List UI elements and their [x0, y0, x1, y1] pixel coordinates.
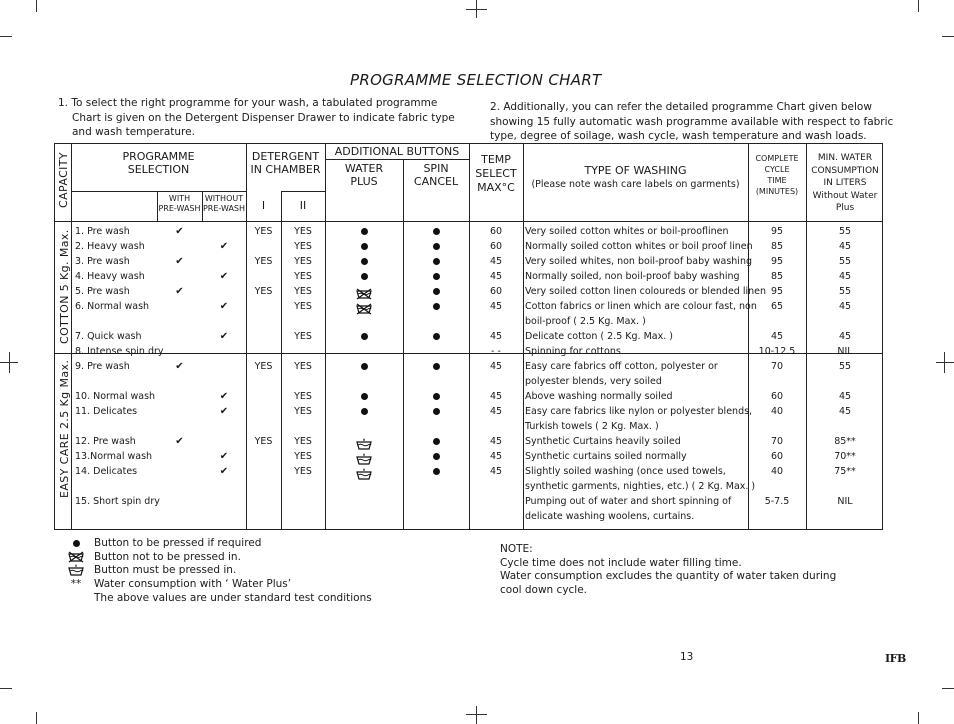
programme-name: 9. Pre wash [75, 361, 130, 372]
additional-buttons-header: ADDITIONAL BUTTONS [334, 145, 460, 158]
temp-value: 45 [489, 391, 503, 402]
detergent-2-value: YES [294, 286, 312, 297]
crop-mark [36, 0, 37, 12]
detergent-2-value: YES [294, 301, 312, 312]
legend-text: Button must be pressed in. [94, 564, 237, 577]
without-prewash-check: ✔ [219, 301, 229, 312]
without-prewash-check: ✔ [219, 451, 229, 462]
spin-cancel-header: SPIN CANCEL [413, 162, 459, 188]
detergent-2-value: YES [294, 226, 312, 237]
water-consumption: 85** [834, 436, 856, 447]
type-of-washing: Synthetic curtains soiled normally [525, 451, 687, 462]
cycle-time: 95 [770, 256, 784, 267]
crop-mark [0, 688, 12, 689]
crop-mark [476, 706, 477, 724]
type-of-washing: Slightly soiled washing (once used towels, [525, 466, 726, 477]
row-divider [325, 159, 469, 160]
legend-item [66, 551, 372, 565]
legend-text: Button not to be pressed in. [94, 550, 241, 563]
detergent-2-value: YES [294, 451, 312, 462]
programme-name: 13.Normal wash [75, 451, 153, 462]
with-prewash-header: WITH PRE-WASH [158, 194, 201, 213]
dot-icon [361, 273, 368, 280]
cycle-time: 85 [770, 241, 784, 252]
type-of-washing: boil-proof ( 2.5 Kg. Max. ) [525, 316, 646, 327]
with-prewash-check: ✔ [175, 361, 184, 372]
page-title: PROGRAMME SELECTION CHART [350, 71, 602, 89]
note-line: Water consumption excludes the quantity of water taken during cool down cycle. [500, 570, 837, 597]
dot-icon [433, 273, 440, 280]
crop-mark [9, 352, 10, 373]
col-divider [403, 159, 404, 530]
dot-icon [433, 453, 440, 460]
with-prewash-check: ✔ [175, 286, 184, 297]
water-consumption: NIL [837, 346, 853, 357]
cycle-time: 70 [770, 361, 784, 372]
water-consumption: 55 [838, 286, 852, 297]
cycle-time: 60 [770, 391, 784, 402]
crop-mark [944, 352, 945, 373]
detergent-1-value: YES [254, 256, 273, 267]
temp-value: 45 [489, 256, 503, 267]
crop-mark [466, 9, 487, 10]
note-line: Cycle time does not include water filling time. [500, 556, 742, 569]
note-block [500, 543, 860, 598]
cycle-time: 40 [770, 466, 784, 477]
detergent-2-value: YES [294, 361, 312, 372]
cycle-time: 65 [770, 301, 784, 312]
tub-star-icon [354, 465, 374, 484]
dot-icon [361, 333, 368, 340]
type-of-washing: Pumping out of water and short spinning of [525, 496, 732, 507]
detergent-chamber-1: I [261, 199, 266, 212]
temp-value: 45 [489, 436, 503, 447]
with-prewash-check: ✔ [175, 436, 184, 447]
cycle-time: 45 [770, 331, 784, 342]
without-prewash-check: ✔ [219, 391, 229, 402]
dot-icon [433, 303, 440, 310]
dot-icon [433, 438, 440, 445]
temp-value: 45 [489, 301, 503, 312]
type-of-washing: Easy care fabrics like nylon or polyester blends, [525, 406, 753, 417]
intro-paragraph-2: 2. Additionally, you can refer the detailed programme Chart given below showing 15 fully automatic wash programme available with respect to fabric type, degree of soilage, wash cycle, wash temperature and wash loads. [490, 101, 894, 142]
detergent-2-value: YES [294, 331, 312, 342]
water-consumption: 55 [838, 256, 852, 267]
programme-name: 4. Heavy wash [75, 271, 145, 282]
detergent-1-value: YES [254, 226, 273, 237]
type-of-washing: Normally soiled, non boil-proof baby washing [525, 271, 740, 282]
cycle-time: 60 [770, 451, 784, 462]
crop-mark [918, 0, 919, 12]
programme-name: 1. Pre wash [75, 226, 130, 237]
type-of-washing: Turkish towels ( 2 Kg. Max. ) [525, 421, 659, 432]
crop-mark [36, 712, 37, 724]
dot-icon [361, 243, 368, 250]
dot-icon [66, 537, 86, 552]
without-prewash-check: ✔ [219, 406, 229, 417]
capacity-header: CAPACITY [57, 151, 70, 208]
row-divider [55, 221, 883, 222]
detergent-1-value: YES [254, 286, 273, 297]
water-consumption: NIL [837, 496, 853, 507]
without-prewash-check: ✔ [219, 241, 229, 252]
without-prewash-check: ✔ [219, 271, 229, 282]
crop-mark [942, 36, 954, 37]
cycle-time: 95 [770, 226, 784, 237]
type-of-washing: synthetic garments, nighties, etc.) ( 2 Kg. Max. ) [525, 481, 756, 492]
programme-name: 15. Short spin dry [75, 496, 160, 507]
programme-header: PROGRAMME SELECTION [122, 150, 195, 176]
programme-name: 6. Normal wash [75, 301, 150, 312]
temp-value: 45 [489, 271, 503, 282]
crop-mark [942, 688, 954, 689]
detergent-2-value: YES [294, 466, 312, 477]
without-prewash-check: ✔ [219, 466, 229, 477]
type-of-washing-subheader: (Please note wash care labels on garments) [531, 179, 740, 190]
dot-icon [361, 393, 368, 400]
type-of-washing: Synthetic Curtains heavily soiled [525, 436, 681, 447]
water-consumption: 45 [838, 271, 852, 282]
cycle-time: 70 [770, 436, 784, 447]
water-consumption: 55 [838, 361, 852, 372]
crop-mark [0, 36, 12, 37]
legend-item [66, 537, 372, 551]
dot-icon [433, 408, 440, 415]
programme-name: 3. Pre wash [75, 256, 130, 267]
type-of-washing: Very soiled whites, non boil-proof baby washing [525, 256, 752, 267]
legend-text: Button to be pressed if required [94, 537, 262, 549]
cycle-time-header: COMPLETE CYCLE TIME (MINUTES) [755, 154, 799, 196]
dot-icon [361, 258, 368, 265]
programme-name: 2. Heavy wash [75, 241, 145, 252]
row-divider [71, 191, 246, 192]
intro-paragraph-1 [58, 96, 468, 140]
col-divider [523, 144, 524, 530]
temp-value: 45 [489, 331, 503, 342]
group-cotton: COTTON 5 Kg. Max. [58, 229, 71, 344]
temp-value: 45 [489, 451, 503, 462]
dot-icon [433, 363, 440, 370]
temp-value: 45 [489, 361, 503, 372]
with-prewash-check: ✔ [175, 256, 184, 267]
cycle-time: 10-12.5 [758, 346, 796, 357]
programme-name: 5. Pre wash [75, 286, 130, 297]
brand-logo: IFB [885, 652, 906, 665]
without-prewash-header: WITHOUT PRE-WASH [202, 194, 246, 213]
legend-item [66, 592, 372, 606]
temp-value: 45 [489, 466, 503, 477]
note-title: NOTE: [500, 543, 533, 555]
water-consumption: 45 [838, 301, 852, 312]
temp-header: TEMP SELECT MAX°C [475, 153, 517, 194]
col-divider [71, 144, 72, 530]
dot-icon [433, 228, 440, 235]
dot-icon [433, 243, 440, 250]
dot-icon [361, 363, 368, 370]
type-of-washing: polyester blends, very soiled [525, 376, 662, 387]
double-star-mark: ** [70, 578, 82, 591]
detergent-1-value: YES [254, 361, 273, 372]
water-consumption: 55 [838, 226, 852, 237]
programme-name: 7. Quick wash [75, 331, 142, 342]
crop-mark [936, 362, 954, 363]
legend-text: Water consumption with ‘ Water Plus’ [94, 578, 292, 591]
type-of-washing: Easy care fabrics off cotton, polyester or [525, 361, 718, 372]
detergent-2-value: YES [294, 436, 312, 447]
crop-mark [918, 712, 919, 724]
dot-icon [433, 333, 440, 340]
water-consumption: 45 [838, 406, 852, 417]
water-consumption: 70** [834, 451, 856, 462]
programme-name: 11. Delicates [75, 406, 138, 417]
detergent-2-value: YES [294, 271, 312, 282]
detergent-2-value: YES [294, 256, 312, 267]
crop-mark [466, 714, 487, 715]
cycle-time: 85 [770, 271, 784, 282]
with-prewash-check: ✔ [175, 226, 184, 237]
dot-icon [361, 408, 368, 415]
row-divider [281, 191, 325, 192]
cycle-time: 95 [770, 286, 784, 297]
temp-value: 60 [489, 226, 503, 237]
type-of-washing: Cotton fabrics or linen which are colour fast, non [525, 301, 757, 312]
col-divider [325, 144, 326, 530]
group-easy-care: EASY CARE 2.5 Kg Max. [58, 359, 71, 498]
programme-name: 8. Intense spin dry [75, 346, 164, 357]
dot-icon [433, 288, 440, 295]
temp-value: 60 [489, 241, 503, 252]
temp-value: 45 [489, 406, 503, 417]
legend-item [66, 564, 372, 578]
detergent-2-value: YES [294, 406, 312, 417]
detergent-2-value: YES [294, 391, 312, 402]
dot-icon [361, 228, 368, 235]
detergent-chamber-2: II [299, 199, 307, 212]
dot-icon [433, 258, 440, 265]
without-prewash-check: ✔ [219, 331, 229, 342]
detergent-1-value: YES [254, 436, 273, 447]
detergent-2-value: YES [294, 241, 312, 252]
dot-icon [433, 468, 440, 475]
water-consumption: 45 [838, 241, 852, 252]
page-number: 13 [680, 651, 694, 663]
temp-value: - - [491, 346, 501, 357]
dot-icon [433, 393, 440, 400]
type-of-washing: Spinning for cottons [525, 346, 621, 357]
programme-name: 14. Delicates [75, 466, 138, 477]
type-of-washing: delicate washing woolens, curtains. [525, 511, 695, 522]
type-of-washing: Delicate cotton ( 2.5 Kg. Max. ) [525, 331, 673, 342]
type-of-washing: Very soiled cotton whites or boil-prooflinen [525, 226, 729, 237]
intro-text-1: 1. To select the right programme for your wash, a tabulated programme Chart is given on the Detergent Dispenser Drawer to indicate fabric type and wash temperature. [58, 97, 455, 138]
water-consumption-header: MIN. WATER CONSUMPTION IN LITERS Without Water Plus [811, 153, 879, 213]
cycle-time: 40 [770, 406, 784, 417]
water-consumption: 45 [838, 391, 852, 402]
type-of-washing: Very soiled cotton linen coloureds or blended linen [525, 286, 767, 297]
type-of-washing: Normally soiled cotton whites or boil proof linen [525, 241, 753, 252]
water-consumption: 75** [834, 466, 856, 477]
water-plus-header: WATER PLUS [344, 162, 384, 188]
legend [66, 537, 372, 605]
type-of-washing-header: TYPE OF WASHING [584, 164, 687, 177]
water-consumption: 45 [838, 331, 852, 342]
programme-name: 10. Normal wash [75, 391, 156, 402]
tub-crossed-icon [354, 300, 374, 319]
legend-item [66, 578, 372, 592]
programme-name: 12. Pre wash [75, 436, 136, 447]
cycle-time: 5-7.5 [764, 496, 790, 507]
detergent-header: DETERGENT IN CHAMBER [250, 150, 321, 176]
programme-table [54, 143, 883, 530]
legend-text: The above values are under standard test conditions [94, 591, 372, 604]
type-of-washing: Above washing normally soiled [525, 391, 673, 402]
temp-value: 60 [489, 286, 503, 297]
